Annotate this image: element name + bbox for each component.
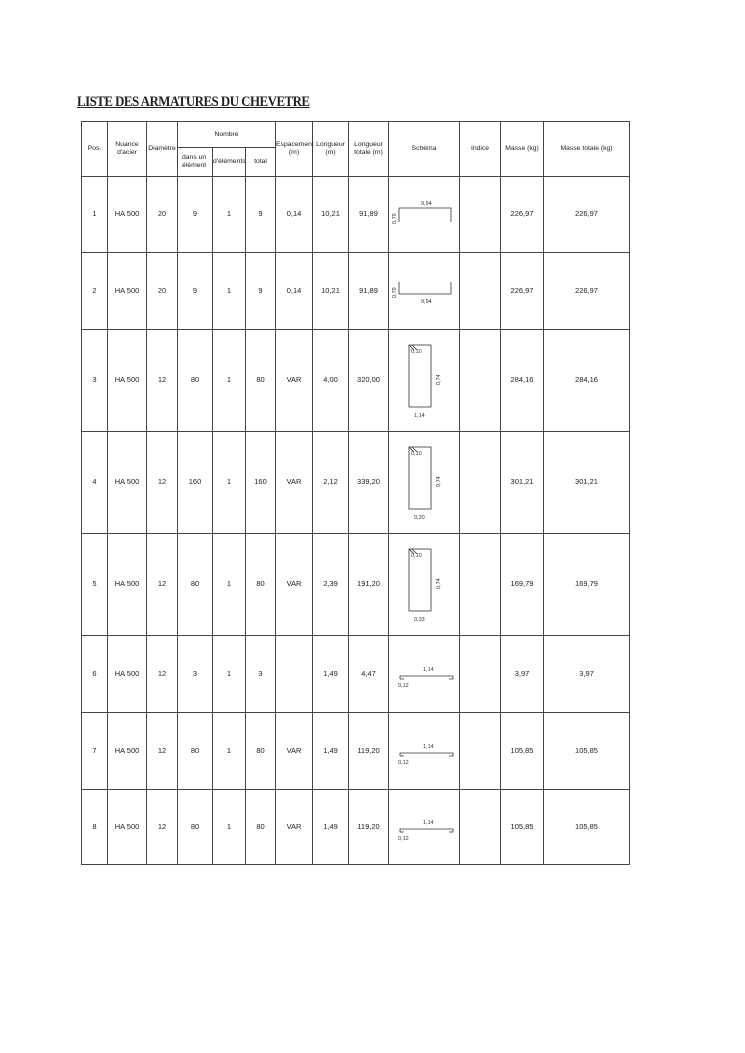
cell-longueur-totale: 4,47 (349, 636, 389, 713)
cell-espacement: VAR (276, 790, 313, 865)
cell-nuance: HA 500 (108, 713, 147, 790)
cell-total: 80 (246, 713, 276, 790)
table-row (82, 330, 630, 432)
cell-longueur-totale: 91,89 (349, 253, 389, 330)
cell-total: 3 (246, 636, 276, 713)
cell-nuance: HA 500 (108, 790, 147, 865)
schema-length-label: 9,94 (421, 299, 432, 305)
cell-schema (389, 253, 460, 330)
cell-masse: 105,85 (501, 790, 544, 865)
schema-bar-shape (399, 282, 451, 294)
header-schema: Schéma (389, 122, 460, 177)
cell-nuance: HA 500 (108, 534, 147, 636)
cell-longueur-totale: 339,20 (349, 432, 389, 534)
cell-d-elements: 1 (213, 253, 246, 330)
cell-total: 9 (246, 253, 276, 330)
page-title: LISTE DES ARMATURES DU CHEVETRE (77, 94, 310, 110)
table-row (82, 432, 630, 534)
cell-diametre: 12 (147, 534, 178, 636)
schema-side-label: 0,74 (436, 373, 443, 385)
cell-espacement: 0,14 (276, 177, 313, 253)
cell-total: 80 (246, 330, 276, 432)
schema-side-label: 0,74 (436, 577, 443, 589)
schema-bar-shape (400, 676, 453, 679)
table-row (82, 253, 630, 330)
cell-schema (389, 790, 460, 865)
schema-leg-label: 0,79 (392, 287, 399, 298)
cell-longueur-totale: 91,89 (349, 177, 389, 253)
schema-bar-shape (399, 208, 451, 222)
cell-pos: 4 (82, 432, 108, 534)
cell-diametre: 12 (147, 432, 178, 534)
schema-bar-shape (400, 829, 453, 832)
cell-pos: 5 (82, 534, 108, 636)
cell-dans-un: 80 (178, 534, 213, 636)
cell-indice (460, 636, 501, 713)
header-nombre: Nombre (178, 122, 276, 148)
cell-pos: 7 (82, 713, 108, 790)
cell-indice (460, 177, 501, 253)
cell-d-elements: 1 (213, 177, 246, 253)
header-espacement: Espacement (m) (276, 122, 313, 177)
cell-indice (460, 253, 501, 330)
cell-diametre: 20 (147, 253, 178, 330)
cell-dans-un: 80 (178, 713, 213, 790)
schema-bar-shape (400, 753, 453, 756)
table-row (82, 713, 630, 790)
schema-length-label: 1,14 (423, 820, 434, 826)
header-longueur-totale: Longueur totale (m) (349, 122, 389, 177)
cell-masse: 226,97 (501, 253, 544, 330)
cell-longueur-totale: 119,20 (349, 713, 389, 790)
schema-hook-label: 0,10 (411, 450, 422, 457)
header-masse-totale: Masse totale (kg) (544, 122, 630, 177)
header-pos: Pos. (82, 122, 108, 177)
cell-diametre: 12 (147, 330, 178, 432)
cell-masse-totale: 3,97 (544, 636, 630, 713)
table-row (82, 534, 630, 636)
header-indice: Indice (460, 122, 501, 177)
cell-longueur: 1,49 (313, 713, 349, 790)
table-row (82, 636, 630, 713)
cell-schema (389, 177, 460, 253)
cell-pos: 3 (82, 330, 108, 432)
cell-nuance: HA 500 (108, 636, 147, 713)
cell-diametre: 12 (147, 636, 178, 713)
schema-drawing (399, 543, 449, 627)
cell-masse-totale: 169,79 (544, 534, 630, 636)
cell-diametre: 20 (147, 177, 178, 253)
schema-hook-label: 0,10 (411, 348, 422, 355)
schema-drawing (391, 276, 457, 306)
schema-drawing (391, 659, 457, 689)
cell-d-elements: 1 (213, 330, 246, 432)
cell-espacement: VAR (276, 330, 313, 432)
cell-schema (389, 713, 460, 790)
schema-hook-label: 0,12 (398, 683, 409, 689)
schema-drawing (399, 339, 449, 423)
cell-masse: 284,16 (501, 330, 544, 432)
header-nuance: Nuance d'acier (108, 122, 147, 177)
cell-indice (460, 713, 501, 790)
cell-indice (460, 330, 501, 432)
cell-schema (389, 534, 460, 636)
schema-hook-label: 0,12 (398, 836, 409, 842)
cell-pos: 8 (82, 790, 108, 865)
cell-espacement (276, 636, 313, 713)
cell-schema (389, 330, 460, 432)
header-d-elements: d'éléments (213, 148, 246, 177)
cell-longueur: 2,12 (313, 432, 349, 534)
header-dans-un-element: dans un élément (178, 148, 213, 177)
cell-longueur-totale: 119,20 (349, 790, 389, 865)
cell-d-elements: 1 (213, 636, 246, 713)
cell-dans-un: 160 (178, 432, 213, 534)
cell-longueur: 1,49 (313, 636, 349, 713)
cell-longueur: 1,49 (313, 790, 349, 865)
cell-total: 160 (246, 432, 276, 534)
cell-schema (389, 432, 460, 534)
cell-espacement: VAR (276, 432, 313, 534)
cell-indice (460, 534, 501, 636)
cell-pos: 6 (82, 636, 108, 713)
cell-total: 9 (246, 177, 276, 253)
schema-drawing (399, 441, 449, 525)
schema-side-label: 0,74 (436, 475, 443, 487)
cell-longueur: 10,21 (313, 177, 349, 253)
cell-total: 80 (246, 790, 276, 865)
cell-longueur: 4,00 (313, 330, 349, 432)
schema-width-label: 0,33 (414, 616, 425, 623)
cell-pos: 1 (82, 177, 108, 253)
cell-diametre: 12 (147, 790, 178, 865)
header-row-top (82, 122, 630, 148)
cell-masse-totale: 301,21 (544, 432, 630, 534)
cell-masse: 226,97 (501, 177, 544, 253)
table-row (82, 177, 630, 253)
cell-masse: 169,79 (501, 534, 544, 636)
cell-espacement: VAR (276, 713, 313, 790)
cell-longueur-totale: 191,20 (349, 534, 389, 636)
schema-hook-label: 0,10 (411, 552, 422, 559)
schema-width-label: 0,20 (414, 514, 425, 521)
schema-length-label: 9,94 (421, 200, 432, 207)
cell-masse: 3,97 (501, 636, 544, 713)
cell-indice (460, 790, 501, 865)
cell-masse-totale: 105,85 (544, 790, 630, 865)
schema-length-label: 1,14 (423, 744, 434, 750)
cell-longueur: 10,21 (313, 253, 349, 330)
cell-nuance: HA 500 (108, 330, 147, 432)
cell-espacement: 0,14 (276, 253, 313, 330)
cell-masse-totale: 226,97 (544, 253, 630, 330)
header-longueur: Longueur (m) (313, 122, 349, 177)
cell-d-elements: 1 (213, 790, 246, 865)
cell-d-elements: 1 (213, 432, 246, 534)
cell-schema (389, 636, 460, 713)
rebar-schedule-table (81, 121, 630, 865)
header-total: total (246, 148, 276, 177)
table-body (82, 177, 630, 865)
cell-masse: 301,21 (501, 432, 544, 534)
cell-nuance: HA 500 (108, 177, 147, 253)
cell-nuance: HA 500 (108, 253, 147, 330)
cell-dans-un: 80 (178, 330, 213, 432)
cell-d-elements: 1 (213, 534, 246, 636)
header-diametre: Diamètre (147, 122, 178, 177)
schema-drawing (391, 812, 457, 842)
cell-masse-totale: 105,85 (544, 713, 630, 790)
schema-drawing (391, 736, 457, 766)
header-masse: Masse (kg) (501, 122, 544, 177)
cell-total: 80 (246, 534, 276, 636)
cell-dans-un: 80 (178, 790, 213, 865)
cell-dans-un: 9 (178, 253, 213, 330)
schema-length-label: 1,14 (423, 667, 434, 673)
cell-nuance: HA 500 (108, 432, 147, 534)
cell-masse-totale: 226,97 (544, 177, 630, 253)
cell-masse-totale: 284,16 (544, 330, 630, 432)
cell-espacement: VAR (276, 534, 313, 636)
cell-indice (460, 432, 501, 534)
cell-dans-un: 3 (178, 636, 213, 713)
cell-diametre: 12 (147, 713, 178, 790)
cell-pos: 2 (82, 253, 108, 330)
schema-leg-label: 0,79 (392, 212, 399, 224)
cell-longueur-totale: 320,00 (349, 330, 389, 432)
schema-hook-label: 0,12 (398, 760, 409, 766)
table-row (82, 790, 630, 865)
schema-width-label: 1,14 (414, 412, 425, 419)
cell-longueur: 2,39 (313, 534, 349, 636)
cell-masse: 105,85 (501, 713, 544, 790)
cell-dans-un: 9 (178, 177, 213, 253)
schema-drawing (391, 200, 457, 230)
cell-d-elements: 1 (213, 713, 246, 790)
